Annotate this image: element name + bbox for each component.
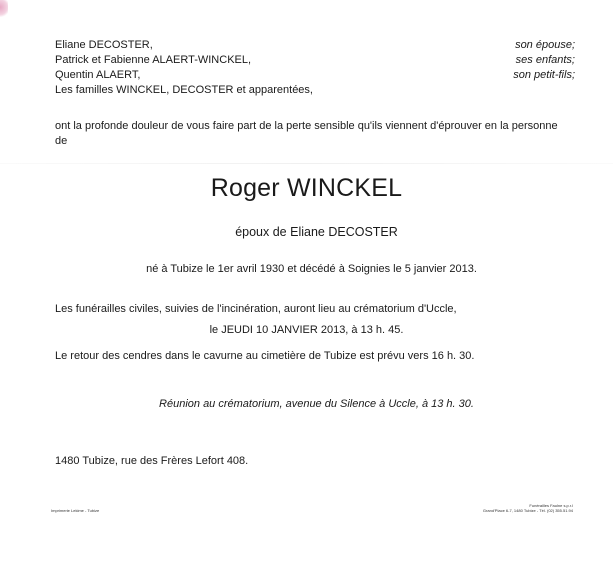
- reunion-line: Réunion au crématorium, avenue du Silence à Uccle, à 13 h. 30.: [159, 398, 474, 410]
- intro-text: ont la profonde douleur de vous faire part de la perte sensible qu'ils viennent d'éprouver en la personne de: [55, 120, 558, 147]
- family-relation: son épouse;: [515, 39, 575, 51]
- family-list: [55, 38, 575, 98]
- paper-fold: [0, 163, 613, 164]
- funeral-home-address: Grand'Place 6-7, 1480 Tubize - Tél. (02) 355.51.94: [482, 508, 573, 513]
- family-row: [55, 83, 575, 98]
- family-member-name: Eliane DECOSTER,: [55, 39, 153, 51]
- deceased-name: Roger WINCKEL: [210, 174, 403, 202]
- family-relation: son petit-fils;: [513, 69, 575, 81]
- printer-credit: Imprimerie Lekime - Tubize: [51, 508, 100, 513]
- funeral-home-name: Funérailles Faulne s.p.r.l: [529, 503, 573, 508]
- birth-death-line: né à Tubize le 1er avril 1930 et décédé à Soignies le 5 janvier 2013.: [146, 263, 477, 275]
- corner-stain: [0, 0, 8, 18]
- family-row: [55, 53, 575, 68]
- ashes-return-line: Le retour des cendres dans le cavurne au cimetière de Tubize est prévu vers 16 h. 30.: [55, 350, 475, 362]
- family-row: [55, 38, 575, 53]
- funeral-announcement: Les funérailles civiles, suivies de l'incinération, auront lieu au crématorium d'Uccle,: [55, 303, 457, 315]
- family-relation: ses enfants;: [515, 54, 575, 66]
- family-member-name: Quentin ALAERT,: [55, 69, 141, 81]
- family-member-name: Les familles WINCKEL, DECOSTER et apparentées,: [55, 84, 313, 96]
- spouse-line: époux de Eliane DECOSTER: [235, 225, 398, 239]
- family-address: 1480 Tubize, rue des Frères Lefort 408.: [55, 455, 249, 467]
- funeral-date: le JEUDI 10 JANVIER 2013, à 13 h. 45.: [209, 324, 404, 336]
- funeral-home-credit: [483, 503, 573, 513]
- family-row: [55, 68, 575, 83]
- family-member-name: Patrick et Fabienne ALAERT-WINCKEL,: [55, 54, 252, 66]
